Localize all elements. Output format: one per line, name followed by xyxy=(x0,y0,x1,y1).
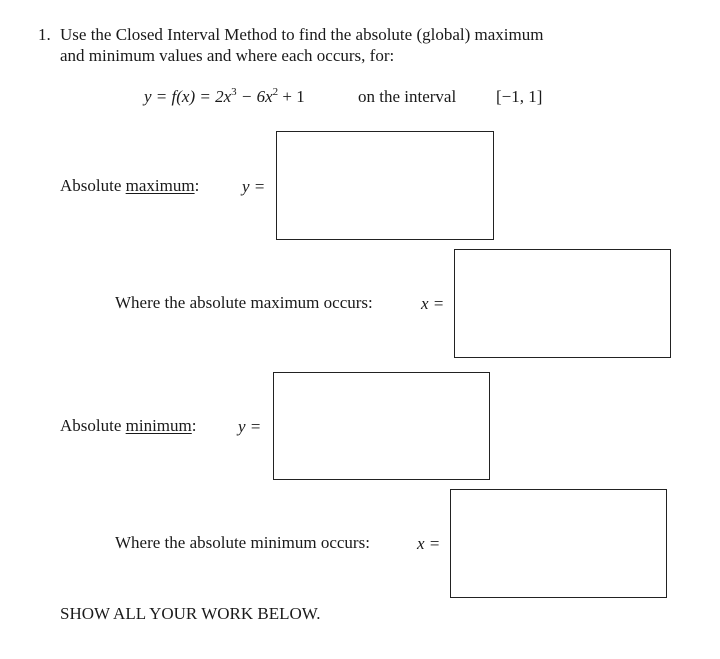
problem-text-line1: Use the Closed Interval Method to find the absolute (global) maximum xyxy=(60,25,544,44)
abs-min-label: Absolute minimum: xyxy=(60,416,197,435)
abs-min-location-var: x = xyxy=(417,534,441,553)
problem-number: 1. xyxy=(38,25,51,44)
function-lhs: y = f(x) = 2x xyxy=(144,87,232,106)
abs-max-location-answer-box[interactable] xyxy=(454,249,671,358)
abs-max-answer-box[interactable] xyxy=(276,131,494,240)
abs-min-location-answer-box[interactable] xyxy=(450,489,667,598)
show-work-instruction: SHOW ALL YOUR WORK BELOW. xyxy=(60,604,321,623)
interval-value: [−1, 1] xyxy=(496,87,543,106)
interval-label: on the interval xyxy=(358,87,457,106)
function-rhs: + 1 xyxy=(278,87,305,106)
function-expression xyxy=(144,87,305,109)
abs-min-location-label: Where the absolute minimum occurs: xyxy=(115,533,370,552)
abs-min-var: y = xyxy=(238,417,262,436)
abs-max-var: y = xyxy=(242,177,266,196)
problem-text-line2: and minimum values and where each occurs, for: xyxy=(60,46,395,65)
abs-max-location-label: Where the absolute maximum occurs: xyxy=(115,293,373,312)
abs-min-answer-box[interactable] xyxy=(273,372,490,480)
abs-max-location-var: x = xyxy=(421,294,445,313)
exponent-2: 2 xyxy=(272,86,279,98)
abs-max-label: Absolute maximum: xyxy=(60,176,200,195)
exponent-3: 3 xyxy=(231,86,237,98)
function-mid: − 6x xyxy=(236,87,273,106)
